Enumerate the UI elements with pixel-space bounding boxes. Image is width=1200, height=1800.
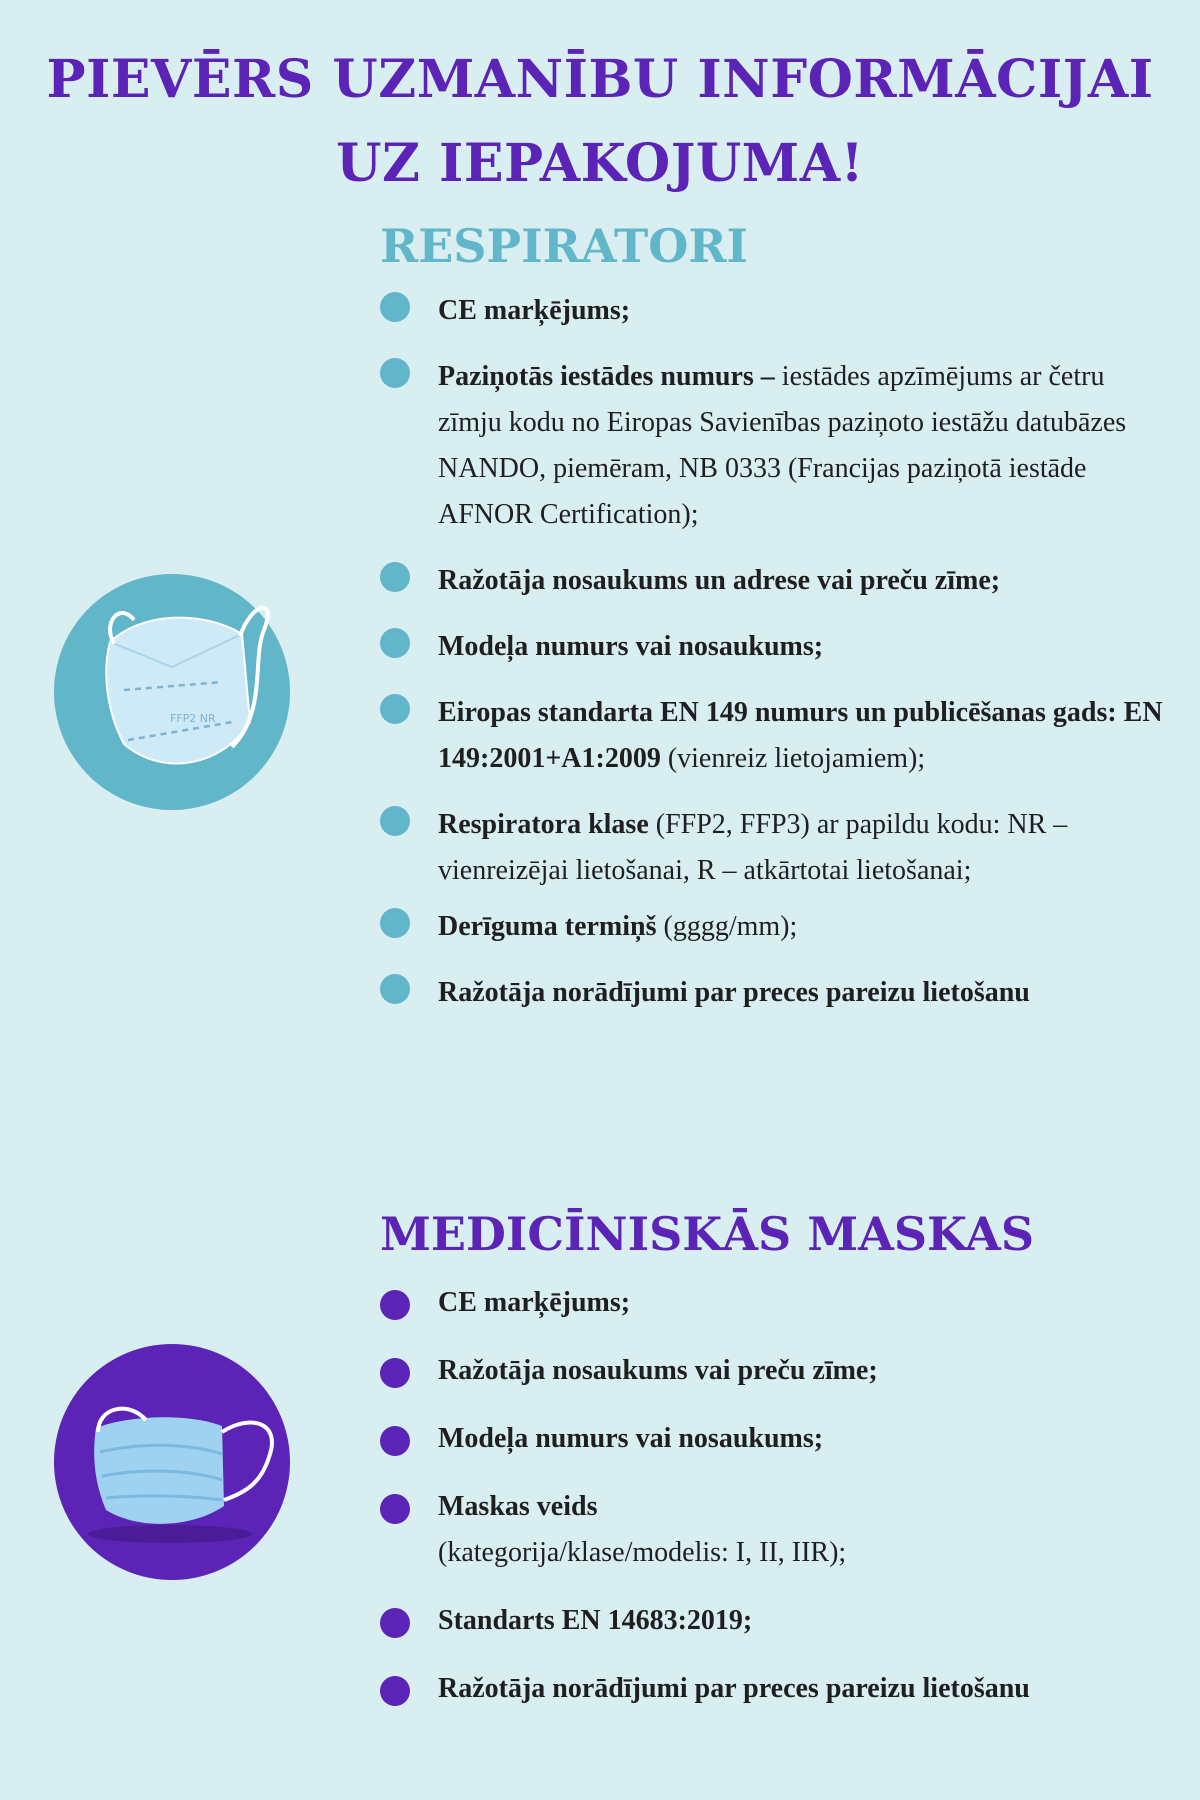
bullet-dot-icon [380, 694, 410, 724]
page-title [40, 38, 1160, 206]
list-item: Ražotāja nosaukums vai preču zīme; [380, 1348, 1170, 1394]
bullet-dot-icon [380, 1358, 410, 1388]
list-item: Respiratora klase (FFP2, FFP3) ar papildu kodu: NR – vienreizējai lietošanai, R – atkārtotai lietošanai; [380, 802, 1170, 894]
bullet-dot-icon [380, 1608, 410, 1638]
list-item: Derīguma termiņš (gggg/mm); [380, 904, 1170, 950]
respiratori-list [380, 288, 1170, 1016]
list-item: CE marķējums; [380, 1280, 1170, 1326]
respirator-mask-label: FFP2 NR [170, 712, 216, 725]
respirator-mask-icon [52, 572, 292, 812]
list-item: Ražotāja norādījumi par preces pareizu lietošanu [380, 970, 1170, 1016]
maskas-list [380, 1280, 1170, 1712]
list-item: Ražotāja nosaukums un adrese vai preču zīme; [380, 558, 1170, 604]
maskas-section [380, 1206, 1170, 1734]
bullet-dot-icon [380, 1290, 410, 1320]
bullet-dot-icon [380, 358, 410, 388]
list-item: Eiropas standarta EN 149 numurs un publicēšanas gads: EN 149:2001+A1:2009 (vienreiz lietojamiem); [380, 690, 1170, 782]
list-item: Modeļa numurs vai nosaukums; [380, 624, 1170, 670]
bullet-dot-icon [380, 1494, 410, 1524]
respiratori-section [380, 218, 1170, 1036]
bullet-dot-icon [380, 562, 410, 592]
bullet-dot-icon [380, 628, 410, 658]
bullet-dot-icon [380, 908, 410, 938]
title-line-1: PIEVĒRS UZMANĪBU INFORMĀCIJAI [46, 49, 1154, 110]
surgical-mask-icon [52, 1342, 292, 1582]
bullet-dot-icon [380, 806, 410, 836]
bullet-dot-icon [380, 1426, 410, 1456]
maskas-heading: MEDICĪNISKĀS MASKAS [380, 1207, 1035, 1261]
list-item: Modeļa numurs vai nosaukums; [380, 1416, 1170, 1462]
bullet-dot-icon [380, 1676, 410, 1706]
list-item: Maskas veids (kategorija/klase/modelis: I, II, IIR); [380, 1484, 1170, 1576]
bullet-dot-icon [380, 292, 410, 322]
bullet-dot-icon [380, 974, 410, 1004]
list-item: Standarts EN 14683:2019; [380, 1598, 1170, 1644]
title-line-2: UZ IEPAKOJUMA! [336, 133, 864, 194]
list-item: Paziņotās iestādes numurs – iestādes apzīmējums ar četru zīmju kodu no Eiropas Savienības paziņoto iestāžu datubāzes NANDO, piemēram, NB 0333 (Francijas paziņotā iestāde AFNOR Certification); [380, 354, 1170, 538]
respiratori-heading: RESPIRATORI [380, 219, 749, 273]
list-item: CE marķējums; [380, 288, 1170, 334]
list-item: Ražotāja norādījumi par preces pareizu lietošanu [380, 1666, 1170, 1712]
